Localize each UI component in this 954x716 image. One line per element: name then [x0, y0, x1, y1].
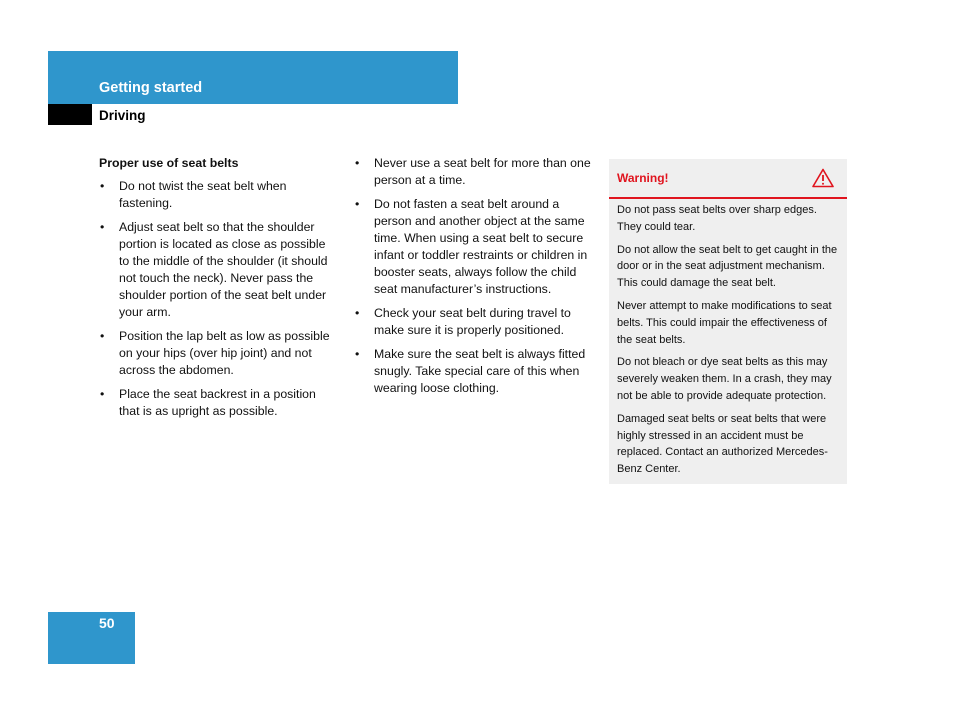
warning-paragraph: Do not allow the seat belt to get caught in the door or in the seat adjustment mechanism. This could damage the seat belt. — [617, 243, 838, 290]
list-item: • Do not fasten a seat belt around a person and another object at the same time. When using a seat belt to secure infant or toddler restraints or children in booster seats, always follow the child seat manufacturer’s instructions. — [354, 196, 594, 298]
instruction-list — [354, 155, 594, 397]
warning-body — [609, 199, 847, 478]
left-column — [99, 155, 339, 427]
warning-triangle-icon — [812, 168, 834, 188]
list-item: • Make sure the seat belt is always fitted snugly. Take special care of this when wearing loose clothing. — [354, 346, 594, 397]
warning-title: Warning! — [617, 171, 669, 185]
list-item: • Do not twist the seat belt when fastening. — [99, 178, 339, 212]
warning-paragraph: Do not pass seat belts over sharp edges. They could tear. — [617, 204, 817, 233]
column-heading: Proper use of seat belts — [99, 156, 239, 170]
warning-paragraph: Do not bleach or dye seat belts as this may severely weaken them. In a crash, they may not be able to provide adequate protection. — [617, 356, 832, 402]
section-title: Getting started — [99, 80, 203, 96]
instruction-list — [99, 178, 339, 420]
section-marker — [48, 104, 92, 125]
list-item: • Position the lap belt as low as possible on your hips (over hip joint) and not across the abdomen. — [99, 328, 339, 379]
list-item: • Check your seat belt during travel to make sure it is properly positioned. — [354, 305, 594, 339]
subsection-title: Driving — [99, 108, 146, 123]
header-band — [48, 51, 458, 104]
warning-paragraph: Damaged seat belts or seat belts that were highly stressed in an accident must be replaced. Contact an authorized Mercedes-Benz Center. — [617, 412, 828, 476]
warning-paragraph: Never attempt to make modifications to seat belts. This could impair the effectiveness of the seat belts. — [617, 299, 832, 346]
list-item: • Adjust seat belt so that the shoulder portion is located as close as possible to the middle of the shoulder (it should not touch the neck). Never pass the shoulder portion of the seat belt under your arm. — [99, 219, 339, 321]
middle-column — [354, 155, 594, 404]
page-number: 50 — [99, 615, 115, 631]
list-item: • Never use a seat belt for more than one person at a time. — [354, 155, 594, 189]
warning-box — [609, 159, 847, 484]
list-item: • Place the seat backrest in a position that is as upright as possible. — [99, 386, 339, 420]
warning-header — [609, 159, 847, 199]
page-number-tab — [48, 612, 135, 664]
